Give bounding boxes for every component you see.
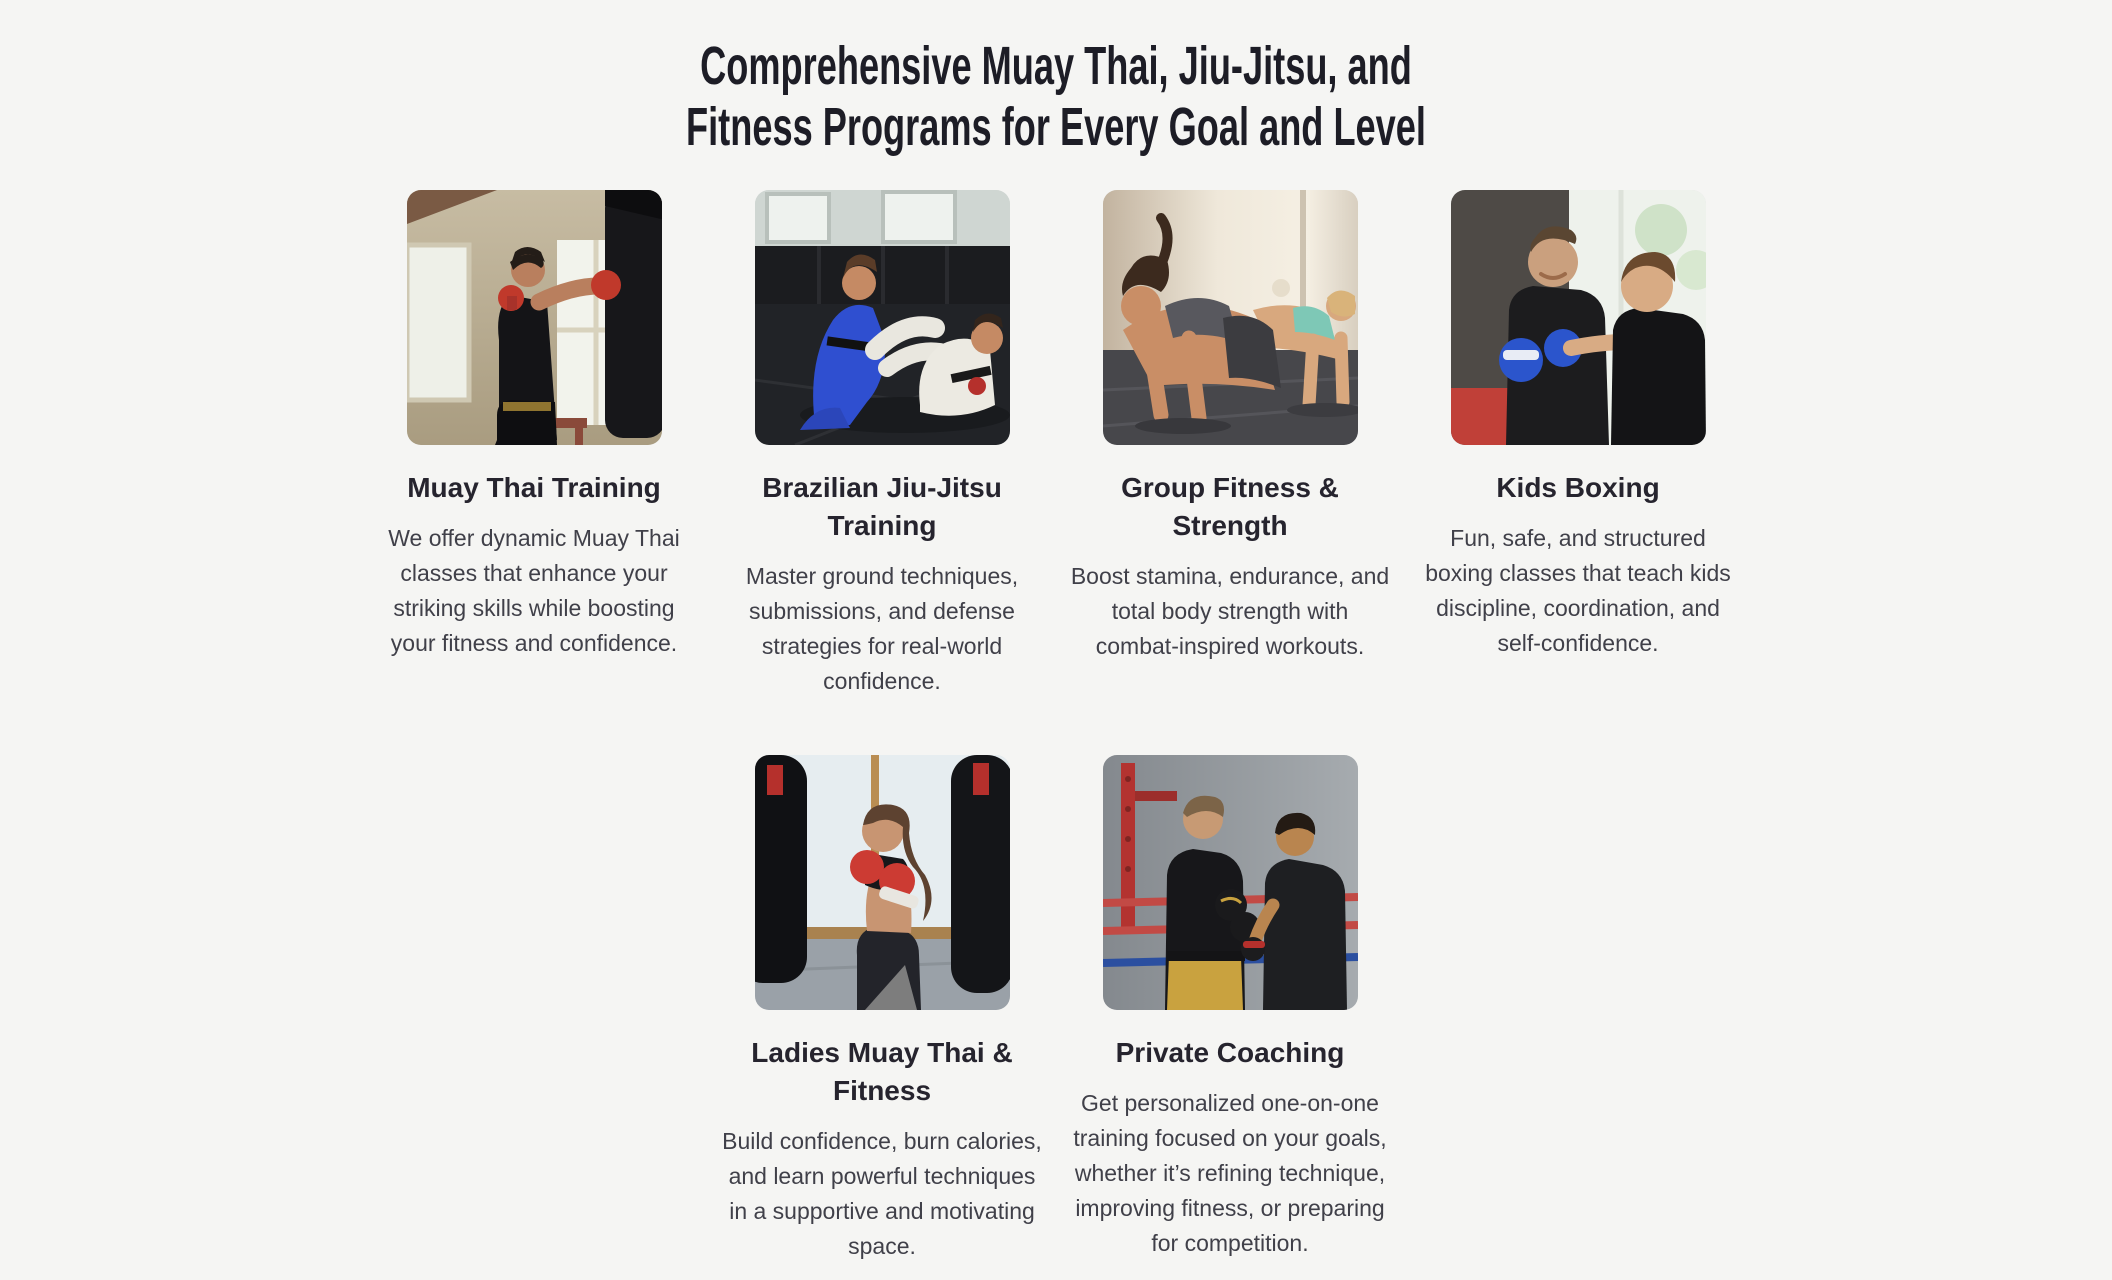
program-description: Fun, safe, and structured boxing classes that teach kids discipline, coordination, and self-confidence. [1425,525,1731,656]
brazilian-jiu-jitsu-training-photo [755,190,1010,445]
program-title: Private Coaching [1115,1037,1345,1068]
private-coaching-photo [1103,755,1358,1010]
program-description: Boost stamina, endurance, and total body strength with combat-inspired workouts. [1070,563,1390,659]
section-heading [0,36,2112,158]
programs-row-1 [0,190,2112,699]
section-heading-line-1: Comprehensive Muay Thai, Jiu-Jitsu, and [700,36,1412,96]
program-title: Ladies Muay Thai & Fitness [751,1037,1013,1106]
program-card-private-coaching [1065,755,1395,1264]
program-title: Muay Thai Training [407,472,661,503]
program-card-bjj [717,190,1047,699]
kids-boxing-photo [1451,190,1706,445]
programs-row-2 [0,755,2112,1264]
program-description: Master ground techniques, submissions, and defense strategies for real-world confidence. [745,563,1019,694]
ladies-muay-thai-fitness-photo [755,755,1010,1010]
program-card-ladies-muay-thai [717,755,1047,1264]
program-card-kids-boxing [1413,190,1743,699]
muay-thai-training-photo [407,190,662,445]
program-title: Group Fitness & Strength [1121,472,1339,541]
program-card-group-fitness [1065,190,1395,699]
program-title: Kids Boxing [1496,472,1660,503]
program-card-muay-thai [369,190,699,699]
group-fitness-strength-photo [1103,190,1358,445]
program-description: We offer dynamic Muay Thai classes that enhance your striking skills while boosting your fitness and confidence. [388,525,680,656]
section-heading-line-2: Fitness Programs for Every Goal and Level [686,97,1426,157]
program-title: Brazilian Jiu-Jitsu Training [762,472,1002,541]
program-description: Get personalized one-on-one training focused on your goals, whether it’s refining technique, improving fitness, or preparing for competition. [1073,1090,1387,1256]
program-description: Build confidence, burn calories, and learn powerful techniques in a supportive and motivating space. [722,1128,1042,1259]
